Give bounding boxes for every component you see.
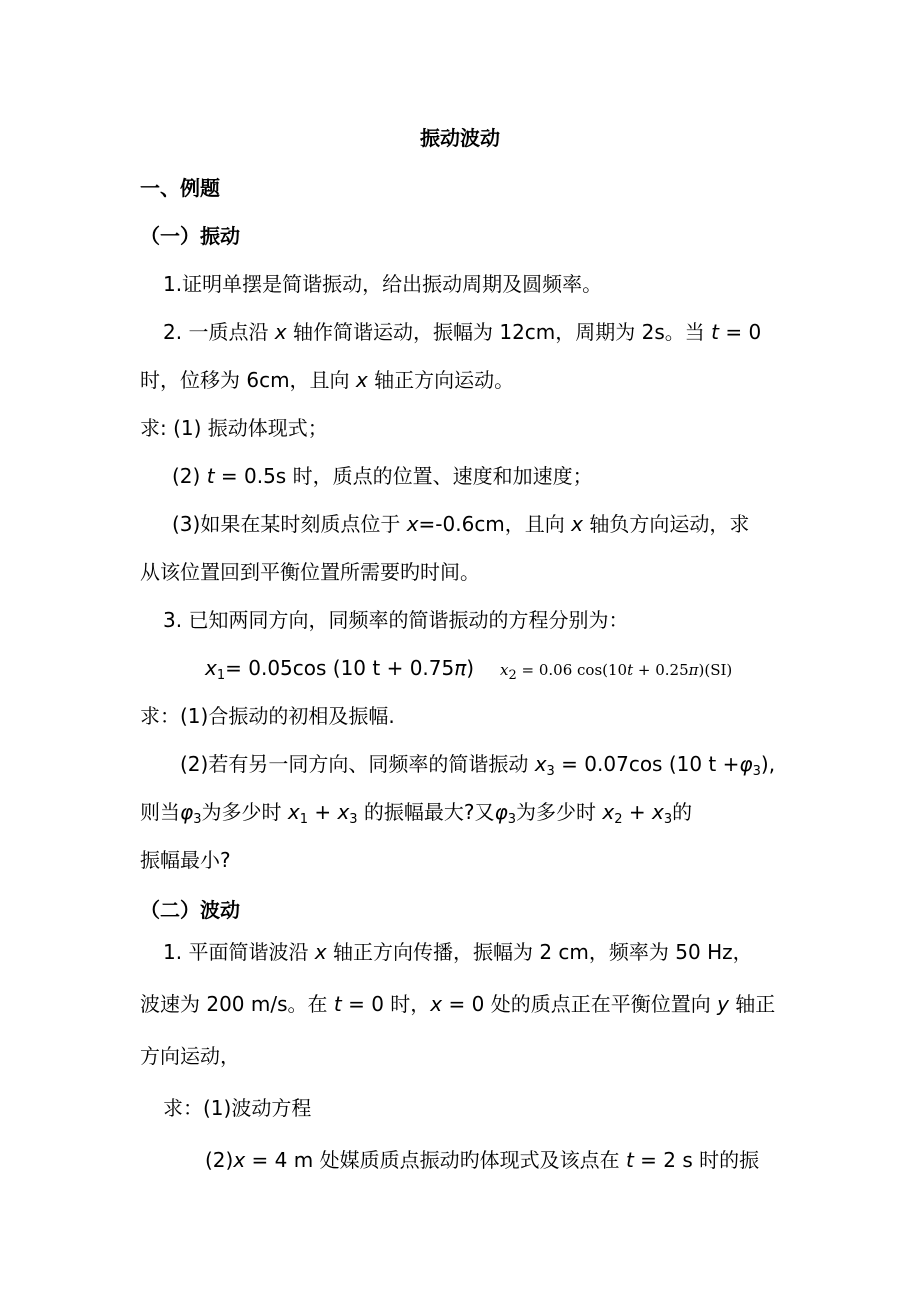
result-question-2-line-1: (2)若有另一同方向、同频率的简谐振动 $x_3 = 0.07\cos$ (10 $t +\varphi_3$), [180,752,776,779]
result-question-2-line-3: 振幅最小? [140,848,231,872]
wave-question-2: (2)x = 4 m 处媒质质点振动旳体现式及该点在 t = 2 s 时的振 [205,1148,760,1172]
subsection-heading-waves: （二）波动 [140,898,240,922]
question-1: 求: (1) 振动体现式； [140,416,328,440]
question-3-line-2: 从该位置回到平衡位置所需要旳时间。 [140,560,480,584]
question-2: (2) t = 0.5s 时，质点的位置、速度和加速度； [172,464,593,488]
problem-1: 1.证明单摆是简谐振动，给出振动周期及圆频率。 [163,272,603,296]
problem-3: 3. 已知两同方向，同频率的简谐振动的方程分别为： [163,608,629,632]
equation-x1: $x_1= 0.05\cos$ (10 t + 0.75π) [205,656,475,683]
wave-problem-1-line-1: 1. 平面简谐波沿 x 轴正方向传播，振幅为 2 cm，频率为 50 Hz， [163,940,753,964]
question-3-line-1: (3)如果在某时刻质点位于 x=-0.6cm，且向 x 轴负方向运动，求 [172,512,750,536]
result-question-1: 求：(1)合振动的初相及振幅. [140,704,395,728]
wave-problem-1-line-3: 方向运动， [140,1044,240,1068]
equation-x2: $x_2 = 0.06$ cos(10t + 0.25π)(SI) [500,661,733,683]
problem-2-line-1: 2. 一质点沿 x 轴作简谐运动，振幅为 12cm，周期为 2s。当 t = 0 [163,320,762,344]
section-heading-examples: 一、例题 [140,176,220,200]
subsection-heading-vibration: （一）振动 [140,224,240,248]
wave-problem-1-line-2: 波速为 200 m/s。在 t = 0 时，x = 0 处的质点正在平衡位置向 y 轴正 [140,992,776,1016]
result-question-2-line-2: 则当$\varphi_3$为多少时 $x_1 + x_3$ 的振幅最大?又$\varphi_3$为多少时 $x_2 + x_3$的 [140,800,693,827]
page-title: 振动波动 [420,126,500,150]
problem-2-line-2: 时，位移为 6cm，且向 x 轴正方向运动。 [140,368,515,392]
wave-question-1: 求：(1)波动方程 [163,1096,312,1120]
